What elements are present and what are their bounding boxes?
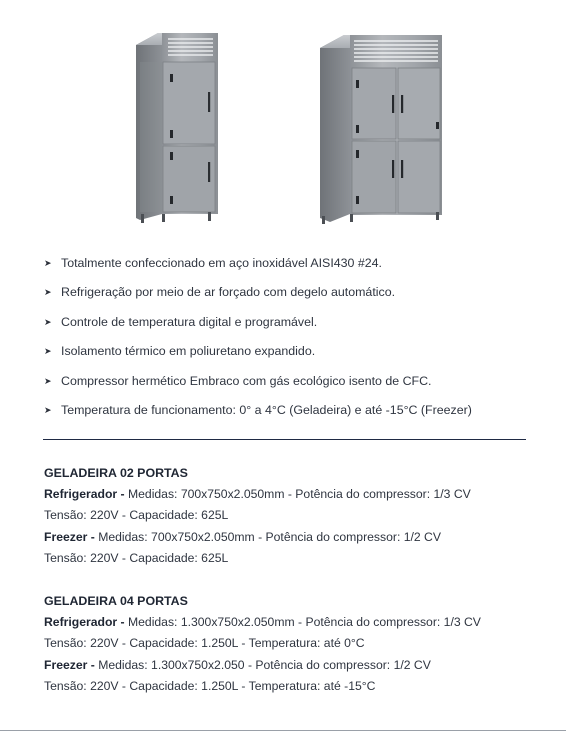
refrigerador-label: Refrigerador - (44, 615, 125, 629)
refrigerador-label: Refrigerador - (44, 487, 125, 501)
arrow-bullet-icon: ➤ (44, 258, 52, 268)
freezer-specs: Freezer - Medidas: 700x750x2.050mm - Potência do compressor: 1/2 CV (44, 529, 441, 544)
arrow-bullet-icon: ➤ (44, 375, 52, 386)
feature-item: ➤ Controle de temperatura digital e programável. (44, 314, 318, 329)
feature-item: ➤ Isolamento térmico em poliuretano expandido. (44, 344, 316, 359)
arrow-bullet-icon: ➤ (44, 404, 52, 415)
freezer-specs-line2: Tensão: 220V - Capacidade: 1.250L - Temperatura: até -15°C (44, 679, 376, 694)
section-title: GELADEIRA 02 PORTAS (44, 466, 188, 480)
feature-list (44, 254, 472, 430)
page-bottom-border (0, 730, 566, 731)
refrigerador-specs-line2: Tensão: 220V - Capacidade: 625L (44, 508, 229, 523)
feature-item: ➤ Refrigeração por meio de ar forçado com degelo automático. (44, 285, 396, 300)
section-divider (43, 439, 526, 440)
spec-section-2-doors (44, 463, 471, 570)
freezer-label: Freezer - (44, 657, 95, 672)
feature-item: ➤ Compressor hermético Embraco com gás ecológico isento de CFC. (44, 373, 432, 388)
refrigerador-specs: Refrigerador - Medidas: 1.300x750x2.050mm - Potência do compressor: 1/3 CV (44, 615, 481, 629)
spec-section-4-doors (44, 591, 481, 698)
fridge-4-doors-icon (320, 35, 442, 224)
freezer-specs: Freezer - Medidas: 1.300x750x2.050 - Potência do compressor: 1/2 CV (44, 657, 431, 672)
section-title: GELADEIRA 04 PORTAS (44, 594, 188, 608)
arrow-bullet-icon: ➤ (44, 346, 52, 357)
product-images (0, 0, 566, 240)
freezer-specs-line2: Tensão: 220V - Capacidade: 625L (44, 551, 229, 566)
refrigerador-specs-line2: Tensão: 220V - Capacidade: 1.250L - Temperatura: até 0°C (44, 636, 365, 651)
feature-item: ➤ Totalmente confeccionado em aço inoxidável AISI430 #24. (44, 256, 382, 270)
refrigerador-specs: Refrigerador - Medidas: 700x750x2.050mm - Potência do compressor: 1/3 CV (44, 487, 471, 501)
freezer-label: Freezer - (44, 529, 95, 544)
arrow-bullet-icon: ➤ (44, 316, 52, 327)
feature-item: ➤ Temperatura de funcionamento: 0° a 4°C (Geladeira) e até -15°C (Freezer) (44, 402, 472, 417)
arrow-bullet-icon: ➤ (44, 287, 52, 298)
fridge-2-doors-icon (136, 33, 218, 223)
